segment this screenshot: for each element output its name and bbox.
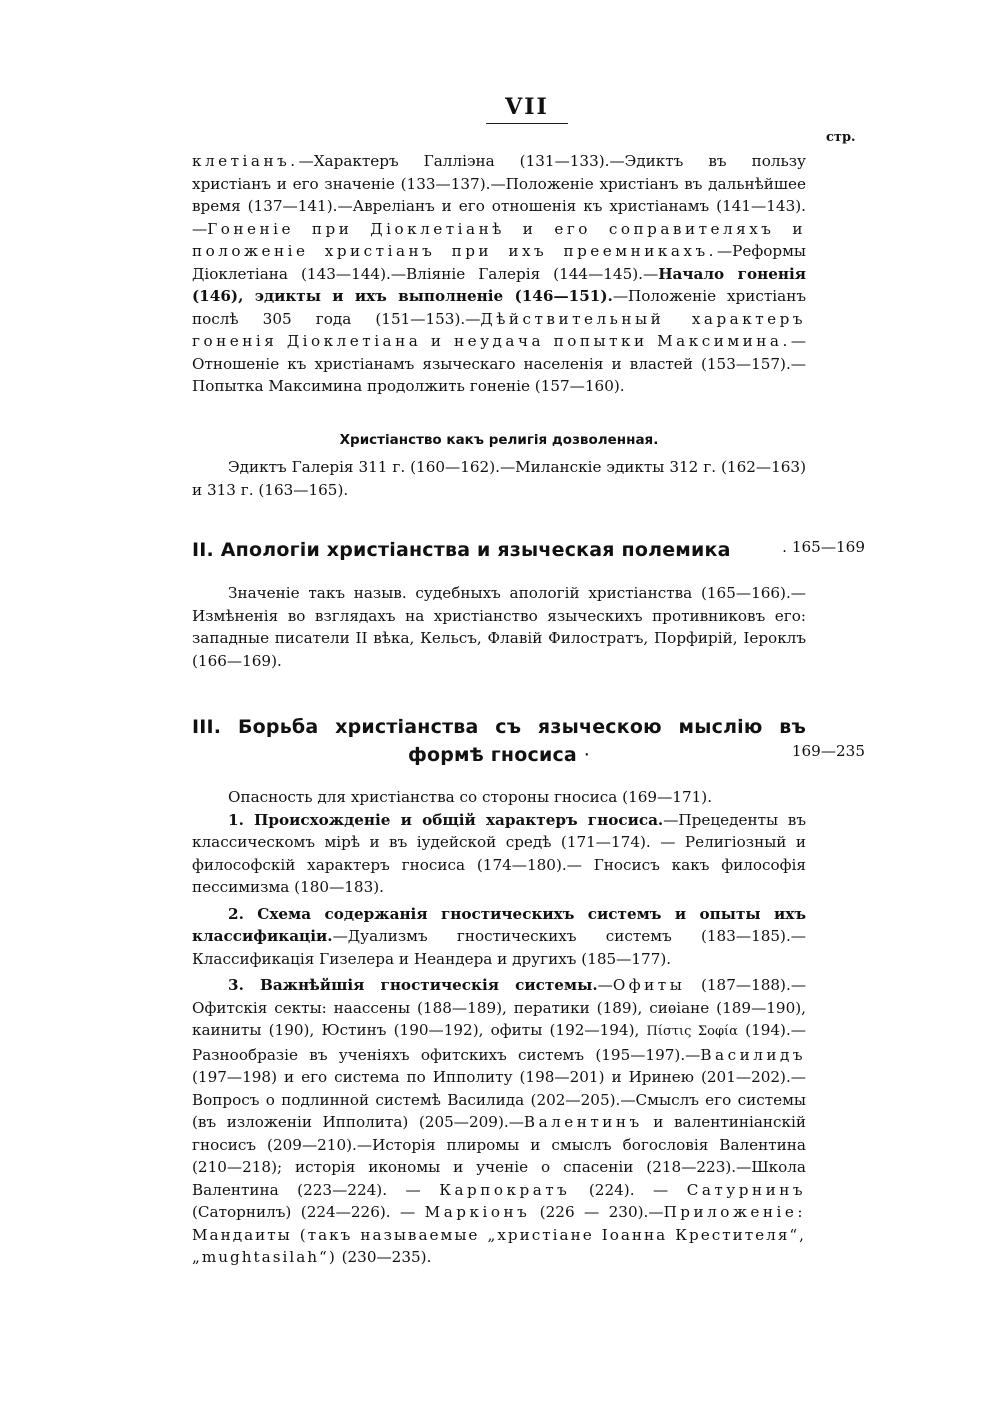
text-run: —Положеніе христіанъ послѣ 305 года (151—153).— <box>192 287 806 328</box>
intro-subheading: Христіанство какъ религія дозволенная. <box>339 432 659 448</box>
text-run: —Прецеденты въ классическомъ мірѣ и въ іудейской средѣ (171—174). — Религіозный и философскій характеръ гносиса (174—180).— Гносисъ какъ философія пессимизма (180—183). <box>192 810 806 896</box>
bold-term: 3. Важнѣйшія гностическія системы. <box>228 976 598 994</box>
section-2-page-range: 165—169 <box>791 538 865 556</box>
spaced-term: клетіанъ. <box>192 152 299 170</box>
spaced-term: Маркіонъ <box>424 1203 531 1221</box>
spaced-term: Гоненіе при Діоклетіанѣ и его соправителяхъ и положеніе христіанъ при ихъ преемникахъ. <box>192 219 806 260</box>
text-run: и валентиніанскій гносисъ (209—210).—Исторія плиромы и смыслъ богословія Валентина (210—218); исторія икономы и ученіе о спасеніи (218—223).—Школа Валентина (223—224). — <box>192 1113 806 1199</box>
text-run: (226 — 230).— <box>530 1203 664 1221</box>
spaced-term: Дѣйствительный характеръ гоненія Діоклетіана и неудача попытки Максимина. <box>192 309 806 350</box>
text-run: (194).—Разнообразіе въ ученіяхъ офитскихъ системъ (195—197).— <box>192 1021 806 1064</box>
text-run: (187—188).—Офитскія секты: наассены (188—189), ператики (189), сиѳіане (189—190), каиниты (190), Юстинъ (190—192), офиты (192—194), <box>192 976 807 1039</box>
section-2-paragraph: Значеніе такъ назыв. судебныхъ апологій христіанства (165—166).—Измѣненія во взглядахъ на христіанство языческихъ противниковъ его: западные писатели II вѣка, Кельсъ, Флавій Филостратъ, Порфирій, Іероклъ (166—169). <box>192 584 806 670</box>
text-run: (197—198) и его система по Ипполиту (198—201) и Иринею (201—202).—Вопросъ о подлинной системѣ Василида (202—205).—Смыслъ его системы (въ изложеніи Ипполита) (205—209).— <box>192 1068 806 1131</box>
intro-paragraph-1 <box>192 150 806 398</box>
spaced-term: Карпократъ <box>439 1180 571 1199</box>
section-2-title <box>192 536 806 564</box>
text-run: (224). — <box>570 1180 687 1199</box>
section-2-pages <box>770 538 865 556</box>
section-2-title-text: II. Апологіи христіанства и языческая полемика <box>192 539 731 561</box>
section-3-title-line-2 <box>192 741 806 769</box>
greek-term: Πίστις Σοφία <box>646 1024 738 1039</box>
intro-text <box>192 150 806 398</box>
page-column-label: стр. <box>826 130 856 145</box>
spaced-term: Сатурнинъ <box>686 1180 806 1199</box>
page-number: VII <box>505 94 549 120</box>
intro-text-2 <box>192 456 806 501</box>
bold-term: 1. Происхожденіе и общій характеръ гносиса. <box>228 810 664 829</box>
section-2-text <box>192 582 806 672</box>
text-run: — <box>597 976 613 994</box>
text-run: (230—235). <box>336 1248 432 1266</box>
spaced-term: Офиты <box>612 976 686 994</box>
intro-paragraph-2: Эдиктъ Галерія 311 г. (160—162).—Миланскіе эдикты 312 г. (162—163) и 313 г. (163—165). <box>192 458 806 499</box>
section-3-paragraph-3 <box>192 974 806 1269</box>
spaced-term: Мандаиты (такъ называемые „христіане Іоанна Крестителя“, „mughtasilah“) <box>192 1225 806 1266</box>
section-3-title-line-1: III. Борьба христіанства съ языческою мыслію въ <box>192 716 806 738</box>
section-2-leader-dot: . <box>782 538 787 556</box>
bold-term: Начало гоненія (146), эдикты и ихъ выполненіе (146—151). <box>192 264 806 305</box>
text-run: —Реформы Діоклетіана (143—144).—Вліяніе Галерія (144—145).— <box>192 242 806 283</box>
text-run: —Дуализмъ гностическихъ системъ (183—185).—Классификація Гизелера и Неандера и другихъ (185—177). <box>192 927 806 968</box>
text-run: (Саторнилъ) (224—226). — <box>192 1203 425 1221</box>
bold-term: 2. Схема содержанія гностическихъ системъ и опыты ихъ классификаціи. <box>192 904 806 945</box>
section-3-leader-dot: · <box>583 744 591 766</box>
spaced-term: Приложеніе: <box>663 1203 806 1221</box>
section-3-title <box>192 713 806 769</box>
section-3-paragraph-0: Опасность для христіанства со стороны гносиса (169—171). <box>228 788 713 806</box>
spaced-term: Василидъ <box>700 1045 806 1064</box>
section-3-page-range: 169—235 <box>791 742 865 760</box>
section-3-paragraph-2 <box>192 903 806 971</box>
text-run: —Отношеніе къ христіанамъ языческаго населенія и властей (153—157).—Попытка Максимина продолжить гоненіе (157—160). <box>192 332 806 395</box>
spaced-term: Валентинъ <box>523 1113 643 1131</box>
section-3-text <box>192 786 806 1269</box>
section-3-title-line-2-text: формѣ гносиса <box>407 744 577 766</box>
text-run: —Характеръ Галліэна (131—133).—Эдиктъ въ пользу христіанъ и его значеніе (133—137).—Положеніе христіанъ въ дальнѣйшее время (137—141).—Авреліанъ и его отношенія къ христіанамъ (141—143).— <box>192 152 806 238</box>
section-3-paragraph-1 <box>192 809 806 899</box>
page-number-rule <box>486 123 568 124</box>
